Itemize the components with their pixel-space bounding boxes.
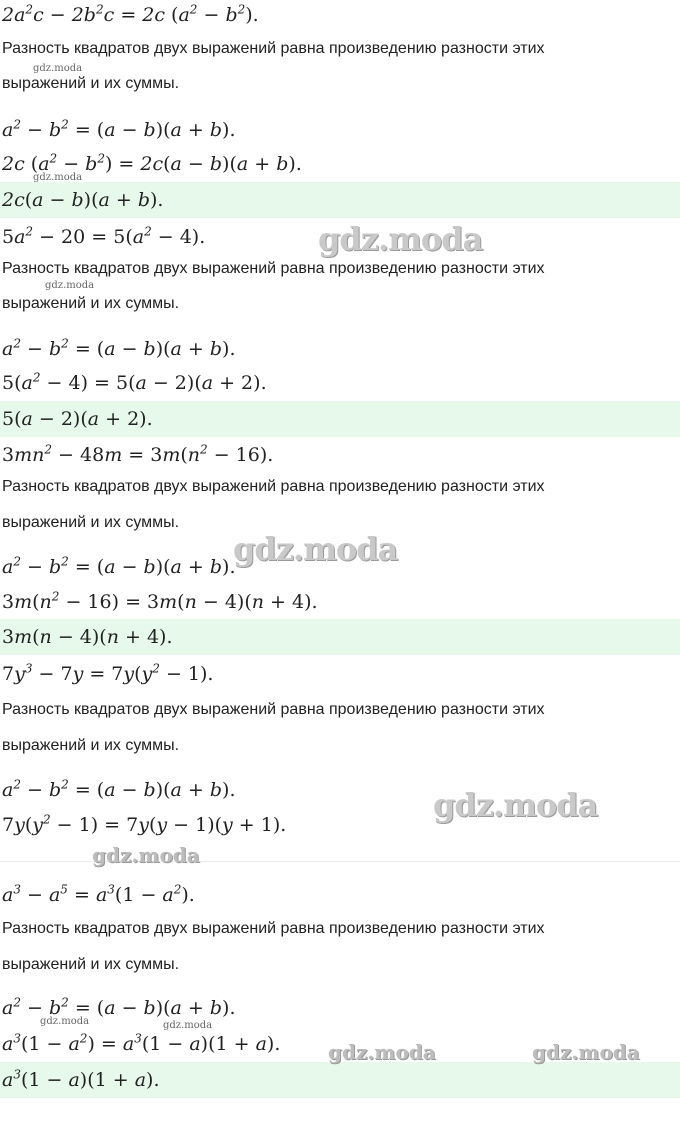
watermark-logo: gdz.moda [33,172,83,183]
explanation-text: выражений и их суммы. [2,956,180,973]
factorization-step: $a^3(1 - a^2) = a^3(1 - a)(1 + a)$. [2,1031,281,1055]
factorization-step: $5(a^2 - 4) = 5(a - 2)(a + 2)$. [2,370,267,394]
explanation-text: Разность квадратов двух выражений равна произведению разности этих [2,40,545,57]
explanation-text: Разность квадратов двух выражений равна произведению разности этих [2,478,545,495]
explanation-text: выражений и их суммы. [2,295,180,312]
watermark-logo: gdz.moda [233,530,398,568]
answer-row: 3m(n − 4)(n + 4). [0,619,680,655]
answer-row: $a^3(1 - a)(1 + a)$. [0,1062,680,1098]
watermark-logo: gdz.moda [45,280,95,291]
factorization-step: $7y(y^2 - 1) = 7y(y - 1)(y + 1)$. [2,812,287,836]
identity-formula: $a^2 - b^2 = (a - b)(a + b)$. [2,336,236,360]
explanation-text: Разность квадратов двух выражений равна произведению разности этих [2,920,545,937]
watermark-logo: gdz.moda [318,220,483,258]
explanation-text: Разность квадратов двух выражений равна произведению разности этих [2,701,545,718]
identity-formula: $a^2 - b^2 = (a - b)(a + b)$. [2,777,236,801]
watermark-logo: gdz.moda [40,1016,90,1027]
watermark-logo: gdz.moda [33,63,83,74]
identity-formula: $a^2 - b^2 = (a - b)(a + b)$. [2,995,236,1019]
watermark-logo: gdz.moda [433,786,598,824]
explanation-text: выражений и их суммы. [2,75,180,92]
factorization-step: 2c $(a^2 - b^2) = 2c(a - b)(a + b)$. [2,151,302,175]
explanation-text: Разность квадратов двух выражений равна произведению разности этих [2,260,545,277]
given-expression: $3mn^2 - 48m = 3m(n^2 - 16)$. [2,442,274,466]
identity-formula: $a^2 - b^2 = (a - b)(a + b)$. [2,554,236,578]
factorization-step: $3m(n^2 - 16) = 3m(n - 4)(n + 4)$. [2,589,318,613]
answer-row: 2c(a − b)(a + b). [0,182,680,218]
given-expression: $7y^3 - 7y = 7y(y^2 - 1)$. [2,661,214,685]
given-expression: $2a^2c - 2b^2c = 2c$ $(a^2 - b^2)$. [2,2,259,26]
answer-row: 5(a − 2)(a + 2). [0,401,680,437]
given-expression: $5a^2 - 20 = 5(a^2 - 4)$. [2,224,206,248]
explanation-text: выражений и их суммы. [2,737,180,754]
watermark-logo: gdz.moda [163,1020,213,1031]
watermark-logo: gdz.moda [328,1040,436,1064]
identity-formula: $a^2 - b^2 = (a - b)(a + b)$. [2,117,236,141]
watermark-logo: gdz.moda [532,1040,640,1064]
given-expression: $a^3 - a^5 = a^3(1 - a^2)$. [2,882,195,906]
watermark-logo: gdz.moda [92,843,200,867]
explanation-text: выражений и их суммы. [2,514,180,531]
